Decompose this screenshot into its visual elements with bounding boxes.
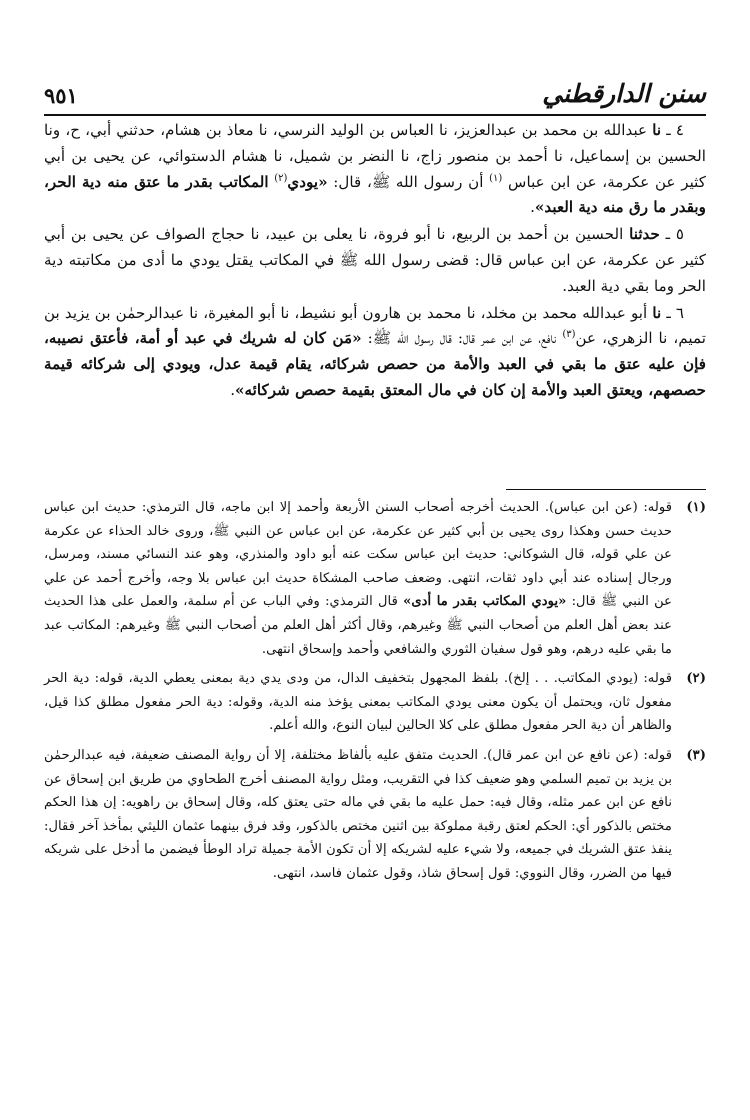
hadith-4 xyxy=(44,118,706,221)
running-title: سنن الدارقطني xyxy=(542,79,706,108)
footnote-text: الحديث أخرجه أصحاب السنن الأربعة وأحمد إلا ابن ماجه، قال الترمذي: حديث ابن عباس حديث حسن وهكذا روى يحيى بن أبي كثير عن عكرمة، عن ابن عباس عن النبي ﷺ، وروى خالد الحذاء عن عكرمة عن علي قوله، قال الشوكاني: حديث ابن عباس سكت عنه أبو داود والمنذري، وهو عند النسائي مسند، ومرسل، ورجال إسناده عند أبي داود ثقات، انتهى. وضعف صاحب المشكاة حديث ابن عباس بلا وجه، وأخرج أحمد عن علي عن النبي ﷺ قال: xyxy=(44,500,672,610)
isnad: أبو عبدالله محمد بن مخلد، نا محمد بن هارون أبو نشيط، نا أبو المغيرة، نا عبدالرحمٰن بن يزيد بن تميم، نا الزهري، عن xyxy=(44,303,707,348)
sentence-end: . xyxy=(230,380,236,399)
footnote-number: (٣) xyxy=(686,747,706,763)
footnote-ref-2[interactable]: (٢) xyxy=(274,172,288,184)
footnote-text: الحديث متفق عليه بألفاظ مختلفة، إلا أن رواية المصنف ضعيفة، فيه عبدالرحمٰن بن يزيد بن تميم السلمي وهو ضعيف كذا في التقريب، ومثل رواية المصنف أخرج الطحاوي من طريق ابن إسحاق عن نافع عن ابن عمر مثله، وقال فيه: حمل عليه ما بقي في ماله حتى يعتق كله، وقال إسحاق بن راهويه: إن هذا الحكم مختص بالذكور أي: الحكم لعتق رقبة مملوكة بين اثنين مختص بالذكور، وقد فرق بينهما عثمان الليثي بمأخذ آخر فقال: ينفذ عتق الشريك في جميعه، ولا شيء عليه لشريكه إلا أن تكون الأمة جميلة تراد الوطأ فيضمن ما أدخل على شريكه فيها من الضرر، وقال النووي: قول إسحاق شاذ، وقول عثمان فاسد، انتهى. xyxy=(44,747,672,881)
hadith-number: ٦ ـ xyxy=(666,303,685,322)
matn: «مَن كان له شريك في عبد أو أمة، فأعتق نصيبه، فإن عليه عتق ما بقي في العبد والأمة من حصص شركائه، يقام قيمة عدل، ويودي إلى شركائه قيمة حصصهم، ويعتق العبد والأمة إن كان في مال المعتق بقيمة حصص شركائه» xyxy=(44,329,706,399)
footnote-text: قال الترمذي: وفي الباب عن أم سلمة، والعمل على هذا الحديث عند بعض أهل العلم من أصحاب النبي ﷺ وغيرهم، وقال أكثر أهل العلم من أصحاب النبي ﷺ وغيرهم: المكاتب عبد ما بقي عليه درهم، وهو قول سفيان الثوري والشافعي وأحمد وإسحاق انتهى. xyxy=(44,594,672,657)
narration-opener: نا xyxy=(652,121,662,139)
isnad: عبدالله بن محمد بن عبدالعزيز، نا العباس بن الوليد النرسي، نا معاذ بن هشام، حدثني أبي، ح، ونا الحسين بن إسماعيل، نا أحمد بن منصور زاج، نا النضر بن شميل، نا هشام الدستوائي، عن يحيى بن أبي كثير عن عكرمة، عن ابن عباس xyxy=(44,121,706,191)
footnote-lead: قوله: (عن نافع عن ابن عمر قال). xyxy=(482,747,672,763)
footnote-lead: قوله: (يودي المكاتب. . . إلخ). xyxy=(503,671,673,687)
page-header xyxy=(44,66,706,116)
footnote-number: (١) xyxy=(686,500,706,515)
hadith-text xyxy=(44,118,706,405)
sentence-end: . xyxy=(530,198,535,217)
page-number: ٩٥١ xyxy=(44,83,78,108)
footnote-body xyxy=(44,496,672,661)
hadith-body: الحسين بن أحمد بن الربيع، نا أبو فروة، نا يعلى بن عبيد، نا حجاج الصواف عن يحيى بن أبي كثير عن عكرمة، عن ابن عباس قال: قضى رسول الله ﷺ في المكاتب يقتل يودي ما أدى من مكاتبته دية الحر وما بقي دية العبد. xyxy=(44,225,706,295)
isnad-end: نافع، عن ابن عمر قال: قال رسول الله ﷺ: xyxy=(367,329,557,348)
footnote-body xyxy=(44,744,672,886)
footnote-number: (٢) xyxy=(686,671,706,687)
matn: المكاتب بقدر ما عتق منه دية الحر، وبقدر ما رق منه دية العبد» xyxy=(44,172,706,217)
footnote-ref-3[interactable]: (٣) xyxy=(562,329,576,341)
hadith-number: ٤ ـ xyxy=(666,121,685,139)
isnad-end: أن رسول الله ﷺ، قال: xyxy=(333,172,484,191)
footnote-2 xyxy=(44,667,706,738)
hadith-number: ٥ ـ xyxy=(665,225,685,244)
footnote-lead: قوله: (عن ابن عباس). xyxy=(544,500,672,515)
narration-opener: نا xyxy=(652,303,662,322)
footnote-3 xyxy=(44,744,706,886)
footnote-ref-1[interactable]: (١) xyxy=(489,172,503,184)
footnotes xyxy=(44,496,706,892)
footnote-body xyxy=(44,667,672,738)
footnote-quote: «يودي المكاتب بقدر ما أدى» xyxy=(403,594,567,610)
footnote-text: بلفظ المجهول بتخفيف الدال، من ودى يدي دية بمعنى يعطي الدية، قوله: دية الحر مفعول ثان، ويحتمل أن يكون معنى يودي المكاتب بمعنى يؤخذ منه الدية، وقوله: دية الحر مفعول مطلق كذا قيل، والظاهر أن دية الحر مفعول مطلق على كلا الحالين لبيان النوع، والله أعلم. xyxy=(44,671,672,734)
footnote-separator xyxy=(506,489,706,490)
narration-opener: حدثنا xyxy=(629,225,660,244)
footnote-1 xyxy=(44,496,706,661)
hadith-6 xyxy=(44,301,706,404)
matn-start: «يودي xyxy=(287,172,328,191)
hadith-5 xyxy=(44,222,706,299)
